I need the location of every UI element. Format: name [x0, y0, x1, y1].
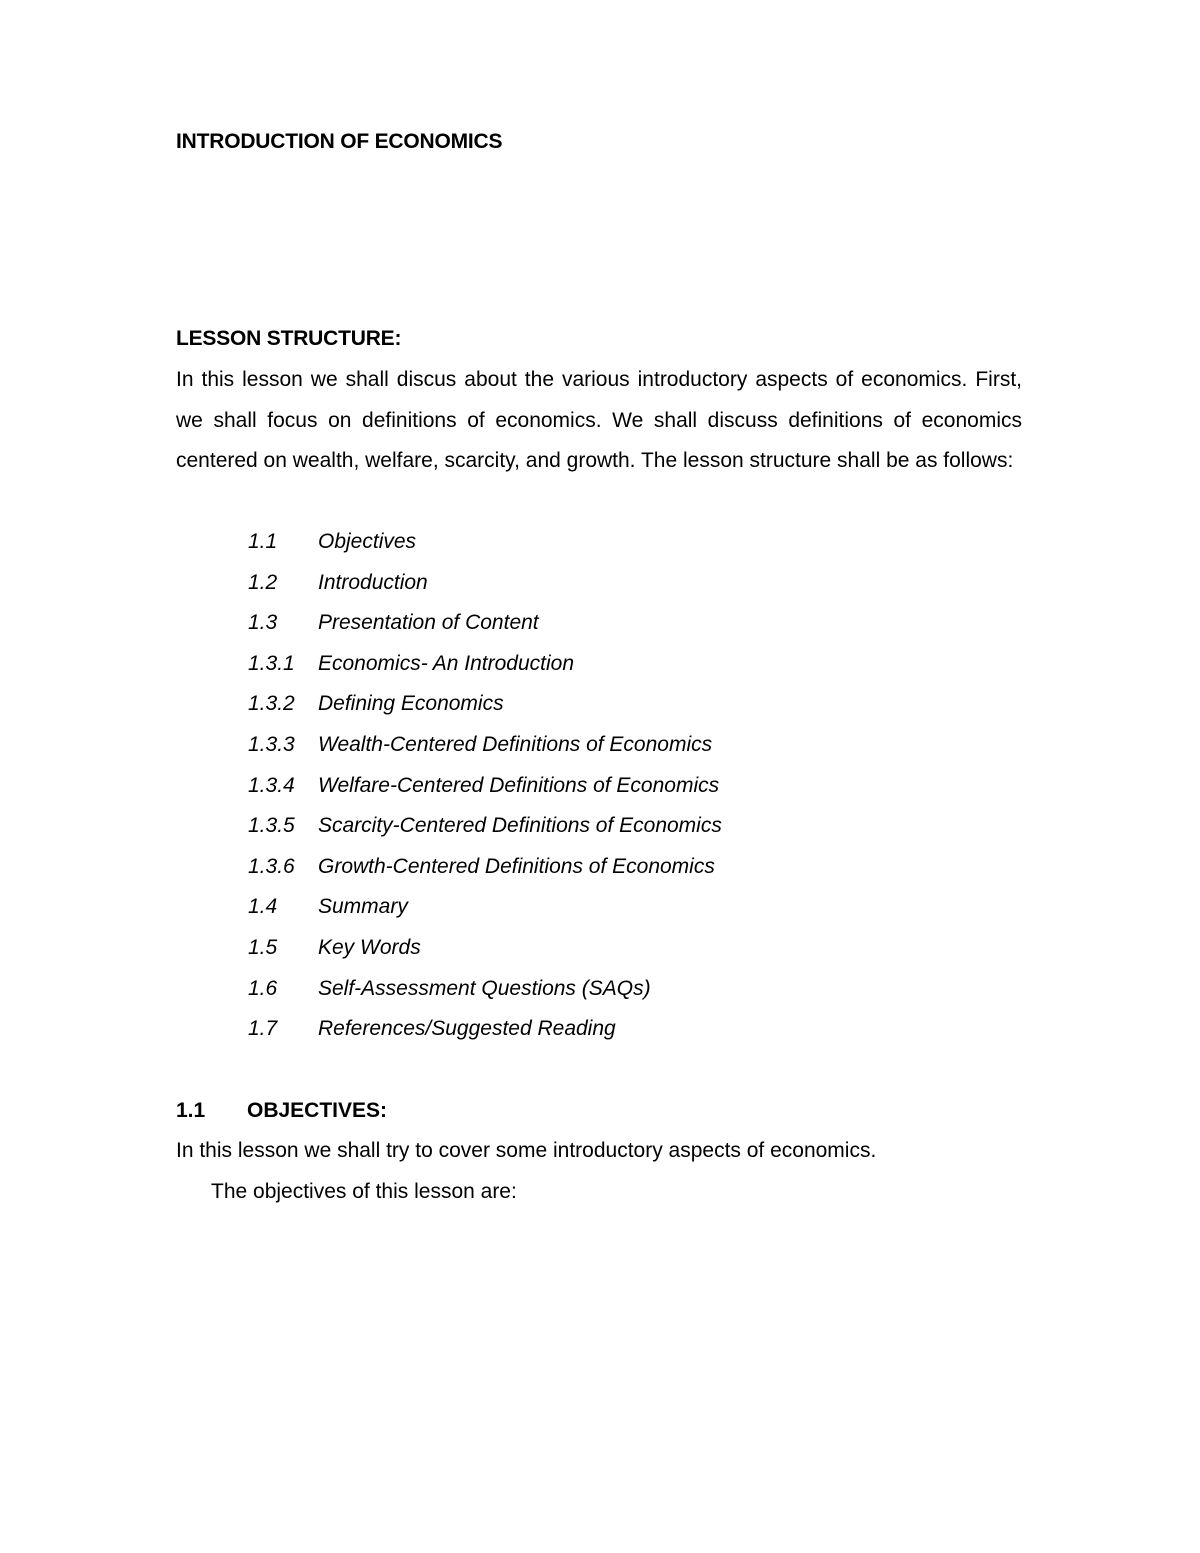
- list-item: [248, 766, 722, 807]
- lesson-structure-paragraph: In this lesson we shall discus about the various introductory aspects of economics. First, we shall focus on definitions of economics. We shall discuss definitions of economics centered on wealth, welfare, scarcity, and growth. The lesson structure shall be as follows:: [176, 368, 1022, 473]
- list-item-label: Welfare-Centered Definitions of Economics: [318, 773, 720, 797]
- list-item: [248, 725, 722, 766]
- list-item-number: 1.1: [248, 530, 278, 553]
- list-item-label: Economics- An Introduction: [318, 651, 575, 675]
- list-item-number: 1.3.3: [248, 732, 295, 756]
- list-item: [248, 928, 722, 969]
- list-item: [248, 522, 722, 563]
- lesson-structure-heading: LESSON STRUCTURE:: [176, 327, 402, 350]
- list-item: [248, 563, 722, 604]
- objectives-heading-number: 1.1: [176, 1099, 206, 1122]
- list-item-label: Key Words: [318, 935, 421, 959]
- objectives-heading-label: OBJECTIVES:: [247, 1099, 388, 1122]
- list-item: [248, 1009, 722, 1050]
- list-item-number: 1.3.1: [248, 651, 295, 675]
- list-item-label: Scarcity-Centered Definitions of Economics: [318, 814, 722, 838]
- objectives-paragraph: In this lesson we shall try to cover some introductory aspects of economics.: [176, 1139, 877, 1162]
- list-item-number: 1.3.6: [248, 854, 295, 878]
- list-item-number: 1.3.5: [248, 814, 295, 838]
- document-title: INTRODUCTION OF ECONOMICS: [176, 130, 503, 153]
- list-item-number: 1.3.4: [248, 773, 295, 797]
- list-item-number: 1.3: [248, 611, 278, 635]
- list-item: [248, 603, 722, 644]
- list-item: [248, 806, 722, 847]
- list-item-label: Objectives: [318, 530, 417, 553]
- list-item-label: Wealth-Centered Definitions of Economics: [318, 732, 713, 756]
- list-item-label: Summary: [318, 895, 408, 919]
- objectives-heading: [176, 1099, 387, 1123]
- list-item-number: 1.3.2: [248, 692, 295, 716]
- list-item-label: Presentation of Content: [318, 611, 539, 635]
- list-item-number: 1.6: [248, 976, 278, 1000]
- list-item-label: References/Suggested Reading: [318, 1017, 616, 1041]
- list-item-number: 1.5: [248, 935, 278, 959]
- list-item: [248, 887, 722, 928]
- list-item-label: Growth-Centered Definitions of Economics: [318, 854, 715, 878]
- list-item-number: 1.2: [248, 570, 278, 594]
- list-item-label: Defining Economics: [318, 692, 504, 716]
- list-item-number: 1.4: [248, 895, 278, 919]
- list-item-number: 1.7: [248, 1017, 278, 1041]
- list-item: [248, 644, 722, 685]
- lesson-structure-list: [248, 522, 722, 1050]
- objectives-subtext: The objectives of this lesson are:: [211, 1180, 517, 1203]
- list-item: [248, 969, 722, 1010]
- list-item-label: Self-Assessment Questions (SAQs): [318, 976, 651, 1000]
- list-item: [248, 684, 722, 725]
- list-item-label: Introduction: [318, 570, 428, 594]
- list-item: [248, 847, 722, 888]
